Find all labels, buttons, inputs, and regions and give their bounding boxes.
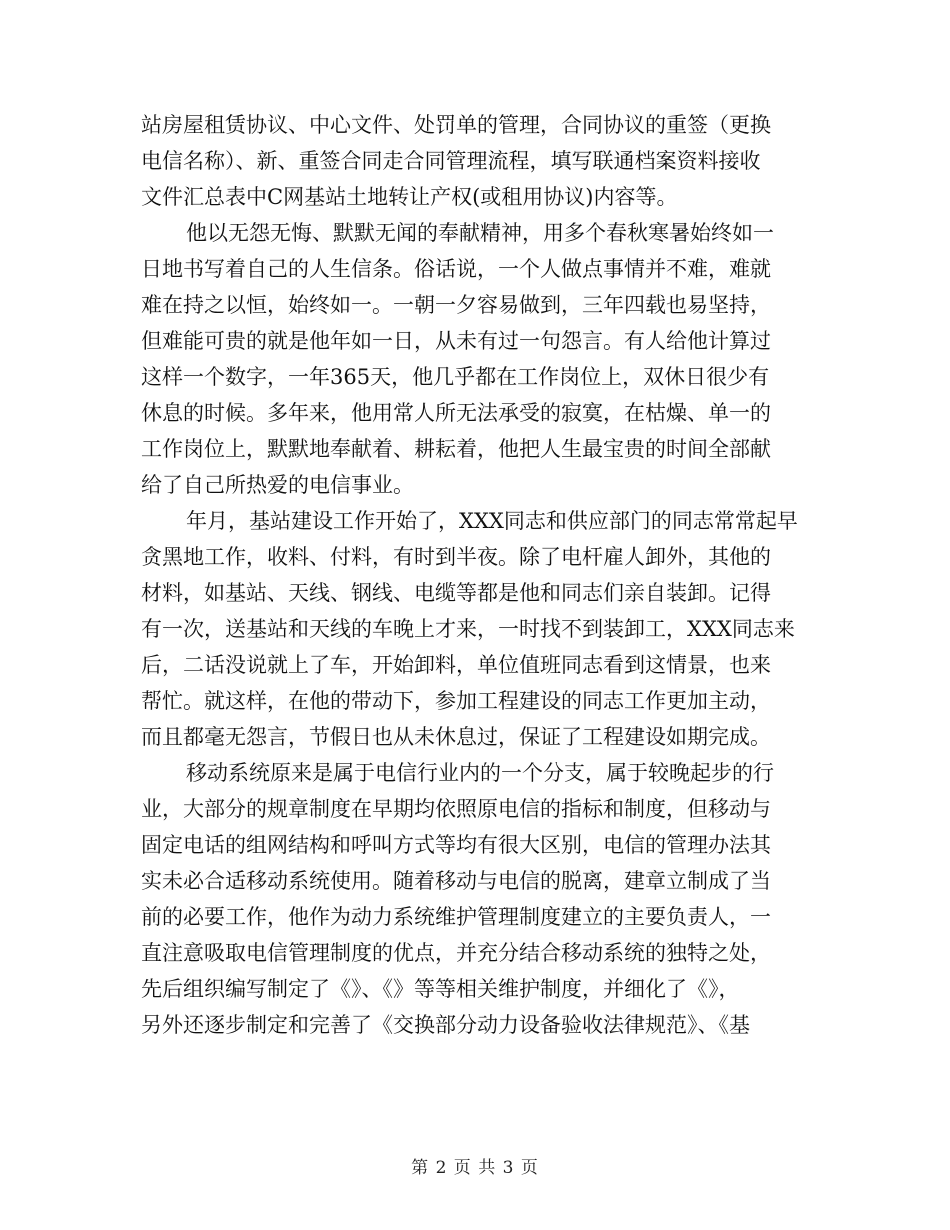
text-line: 休息的时候。多年来，他用常人所无法承受的寂寞，在枯燥、单一的	[141, 401, 771, 425]
text-line: 实未必合适移动系统使用。随着移动与电信的脱离，建章立制成了当	[141, 869, 771, 893]
text-line: 贪黑地工作，收料、付料，有时到半夜。除了电杆雇人卸外，其他的	[141, 545, 771, 569]
text-line: 有一次，送基站和天线的车晚上才来，一时找不到装卸工，XXX同志来	[141, 617, 795, 641]
text-line: 帮忙。就这样，在他的带动下，参加工程建设的同志工作更加主动，	[141, 689, 771, 713]
text-line: 材料，如基站、天线、钢线、电缆等都是他和同志们亲自装卸。记得	[141, 581, 771, 605]
text-line: 业，大部分的规章制度在早期均依照原电信的指标和制度，但移动与	[141, 797, 771, 821]
text-line: 前的必要工作，他作为动力系统维护管理制度建立的主要负责人，一	[141, 905, 771, 929]
paragraph-start-line: 移动系统原来是属于电信行业内的一个分支，属于较晚起步的行	[186, 761, 774, 785]
text-line: 工作岗位上，默默地奉献着、耕耘着，他把人生最宝贵的时间全部献	[141, 437, 771, 461]
text-line: 后，二话没说就上了车，开始卸料，单位值班同志看到这情景，也来	[141, 653, 771, 677]
text-line: 先后组织编写制定了《》、《》等等相关维护制度，并细化了《》，	[141, 977, 740, 1001]
page-number-footer: 第 2 页 共 3 页	[411, 1158, 539, 1178]
document-body	[141, 107, 821, 1043]
text-line: 另外还逐步制定和完善了《交换部分动力设备验收法律规范》、《基	[141, 1013, 750, 1037]
text-line: 电信名称）、新、重签合同走合同管理流程，填写联通档案资料接收	[141, 149, 761, 173]
paragraph-start-line: 他以无怨无悔、默默无闻的奉献精神，用多个春秋寒暑始终如一	[186, 221, 774, 245]
text-line: 固定电话的组网结构和呼叫方式等均有很大区别，电信的管理办法其	[141, 833, 771, 857]
paragraph-start-line: 年月，基站建设工作开始了，XXX同志和供应部门的同志常常起早	[186, 509, 798, 533]
text-line: 这样一个数字，一年365天，他几乎都在工作岗位上，双休日很少有	[141, 365, 770, 389]
text-line: 但难能可贵的就是他年如一日，从未有过一句怨言。有人给他计算过	[141, 329, 771, 353]
text-line: 难在持之以恒，始终如一。一朝一夕容易做到，三年四载也易坚持，	[141, 293, 771, 317]
text-line: 日地书写着自己的人生信条。俗话说，一个人做点事情并不难，难就	[141, 257, 771, 281]
text-line: 而且都毫无怨言，节假日也从未休息过，保证了工程建设如期完成。	[141, 725, 771, 749]
text-line: 文件汇总表中C网基站土地转让产权(或租用协议)内容等。	[141, 185, 678, 209]
text-line: 直注意吸取电信管理制度的优点，并充分结合移动系统的独特之处，	[141, 941, 771, 965]
text-line: 站房屋租赁协议、中心文件、处罚单的管理，合同协议的重签（更换	[141, 113, 771, 137]
text-line: 给了自己所热爱的电信事业。	[141, 473, 414, 497]
